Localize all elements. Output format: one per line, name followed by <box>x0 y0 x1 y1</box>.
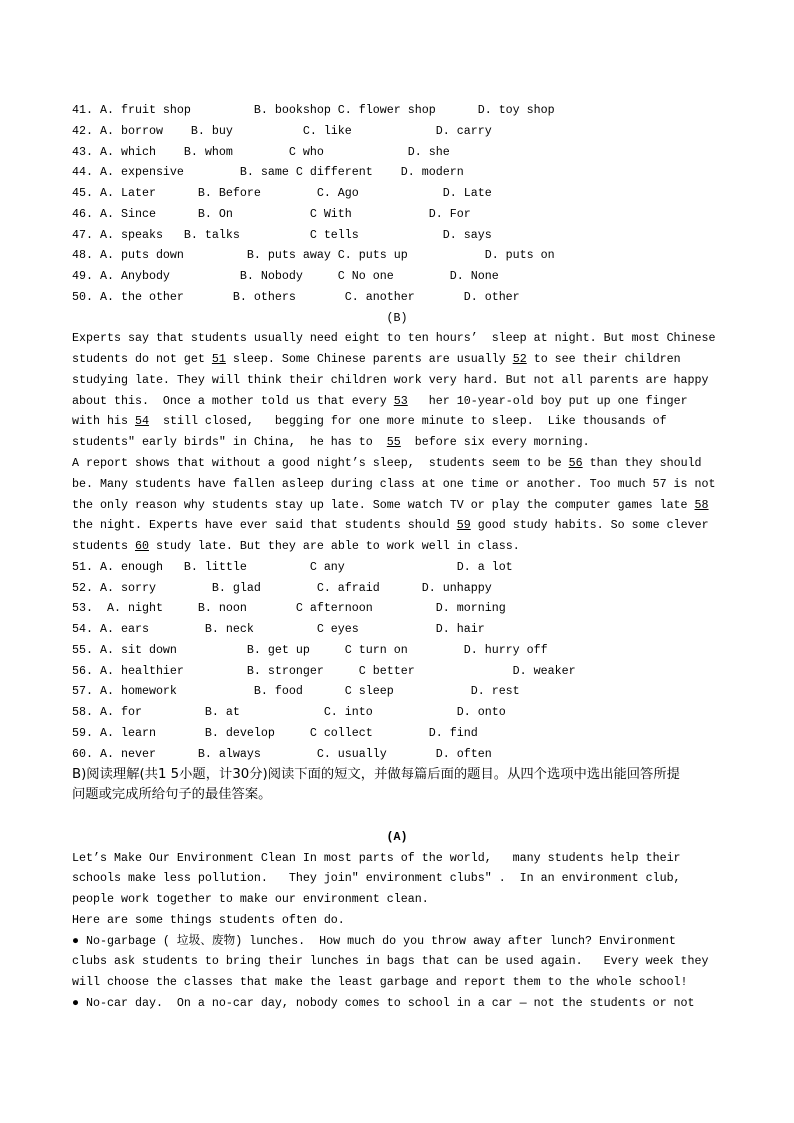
question-42-options: 42. A. borrow B. buy C. like D. carry <box>72 123 492 138</box>
blank-number-58: 58 <box>694 497 709 512</box>
passage-b-line <box>72 391 722 412</box>
cloze-options-51-60 <box>72 557 722 765</box>
exam-page <box>72 100 722 1014</box>
blank-number-52: 52 <box>512 352 527 367</box>
passage-b-line <box>72 432 722 453</box>
blank-number-51: 51 <box>211 352 226 367</box>
blank-number-60: 60 <box>134 539 149 554</box>
passage-a-line: ● No-car day. On a no-car day, nobody comes to school in a car — not the students or not <box>72 995 695 1010</box>
question-41-options: 41. A. fruit shop B. bookshop C. flower shop D. toy shop <box>72 103 555 117</box>
passage-text: students do not get <box>72 352 212 367</box>
passage-text: students <box>72 539 135 554</box>
cloze-options-41-50 <box>72 100 722 308</box>
passage-b-line <box>72 328 722 349</box>
passage-text: to see their children <box>526 352 681 367</box>
passage-a-line: Let’s Make Our Environment Clean In most parts of the world, many students help their <box>72 850 681 865</box>
passage-text: still closed, begging for one more minute to sleep. Like thousands of <box>148 414 667 429</box>
blank-number-59: 59 <box>456 518 471 533</box>
passage-text: Experts say that students usually need eight to ten hours’ sleep at night. But most Chinese <box>72 331 716 346</box>
blank-number-54: 54 <box>134 414 149 429</box>
blank-number-55: 55 <box>386 435 401 450</box>
passage-text: students" early birds" in China, he has to <box>72 435 387 450</box>
question-46-options: 46. A. Since B. On C With D. For <box>72 206 471 221</box>
question-44-options: 44. A. expensive B. same C different D. modern <box>72 165 464 180</box>
passage-text: about this. Once a mother told us that every <box>72 393 394 408</box>
question-56-options: 56. A. healthier B. stronger C better D. weaker <box>72 663 576 678</box>
passage-b <box>72 328 722 556</box>
passage-b-line <box>72 515 722 536</box>
passage-a-line: Here are some things students often do. <box>72 912 345 927</box>
question-60-options: 60. A. never B. always C. usually D. often <box>72 746 492 761</box>
passage-a <box>72 848 722 1014</box>
question-48-options: 48. A. puts down B. puts away C. puts up D. puts on <box>72 248 555 263</box>
blank-number-53: 53 <box>393 393 408 408</box>
question-53-options: 53. A. night B. noon C afternoon D. morning <box>72 601 506 616</box>
passage-text: A report shows that without a good night’s sleep, students seem to be <box>72 456 569 471</box>
question-51-options: 51. A. enough B. little C any D. a lot <box>72 559 513 574</box>
passage-text: the only reason why students stay up late. Some watch TV or play the computer games late <box>72 497 695 512</box>
question-50-options: 50. A. the other B. others C. another D. other <box>72 289 520 304</box>
blank-line <box>72 806 722 827</box>
passage-b-line <box>72 495 722 516</box>
passage-a-line: will choose the classes that make the least garbage and report them to the whole school! <box>72 975 688 990</box>
question-52-options: 52. A. sorry B. glad C. afraid D. unhappy <box>72 580 492 595</box>
passage-text: her 10-year-old boy put up one finger <box>407 393 688 408</box>
question-58-options: 58. A. for B. at C. into D. onto <box>72 705 506 720</box>
instruction-line: B)阅读理解(共1 5小题，计30分)阅读下面的短文，并做每篇后面的题目。从四个选项中选出能回答所提 <box>72 766 680 782</box>
question-55-options: 55. A. sit down B. get up C turn on D. hurry off <box>72 642 548 657</box>
passage-text: be. Many students have fallen asleep during class at one time or another. Too much 57 is not <box>72 476 716 491</box>
passage-a-label: (A) <box>386 829 408 844</box>
passage-b-line <box>72 349 722 370</box>
passage-b-line <box>72 370 722 391</box>
passage-a-line: schools make less pollution. They join" environment clubs" . In an environment club, <box>72 871 681 886</box>
passage-b-line <box>72 536 722 557</box>
passage-b-line <box>72 411 722 432</box>
passage-text: before six every morning. <box>400 435 590 450</box>
question-54-options: 54. A. ears B. neck C eyes D. hair <box>72 622 485 637</box>
passage-text: the night. Experts have ever said that students should <box>72 518 457 533</box>
passage-b-line <box>72 453 722 474</box>
passage-text: studying late. They will think their children work very hard. But not all parents are happy <box>72 372 709 387</box>
question-45-options: 45. A. Later B. Before C. Ago D. Late <box>72 186 492 201</box>
question-59-options: 59. A. learn B. develop C collect D. find <box>72 725 478 740</box>
passage-text: with his <box>72 414 135 429</box>
passage-b-line <box>72 474 722 495</box>
instruction-line: 问题或完成所给句子的最佳答案。 <box>72 787 272 803</box>
passage-a-line: clubs ask students to bring their lunches in bags that can be used again. Every week they <box>72 954 709 969</box>
passage-a-line: people work together to make our environment clean. <box>72 892 429 907</box>
passage-text: than they should <box>582 456 702 471</box>
blank-number-56: 56 <box>568 456 583 471</box>
passage-text: study late. But they are able to work well in class. <box>148 539 520 554</box>
passage-text: sleep. Some Chinese parents are usually <box>225 352 513 367</box>
question-57-options: 57. A. homework B. food C sleep D. rest <box>72 684 520 699</box>
passage-b-label: (B) <box>386 310 408 325</box>
question-43-options: 43. A. which B. whom C who D. she <box>72 144 450 159</box>
passage-text: good study habits. So some clever <box>470 518 709 533</box>
question-47-options: 47. A. speaks B. talks C tells D. says <box>72 227 492 242</box>
reading-instructions <box>72 765 722 807</box>
passage-a-line: ● No-garbage ( 垃圾、废物) lunches. How much do you throw away after lunch? Environment <box>72 933 676 948</box>
question-49-options: 49. A. Anybody B. Nobody C No one D. None <box>72 269 499 284</box>
